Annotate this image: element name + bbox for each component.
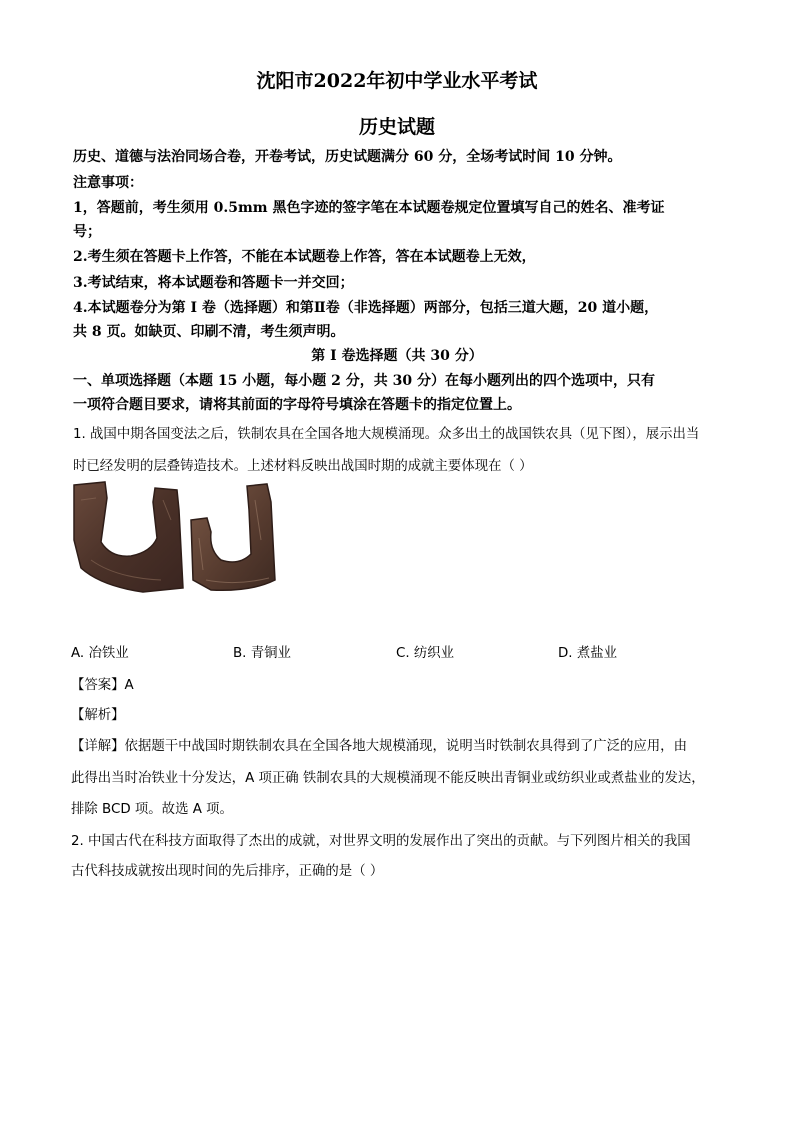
exam-subtitle: 历史试题 — [358, 116, 435, 138]
section-title: 第 I 卷选择题（共 30 分） — [311, 348, 483, 364]
q1-stem: 时已经发明的层叠铸造技术。上述材料反映出战国时期的成就主要体现在（ ） — [73, 459, 533, 474]
q1-option-b: B. 青铜业 — [233, 646, 291, 661]
q2-stem: 2. 中国古代在科技方面取得了杰出的成就，对世界文明的发展作出了突出的贡献。与下列图片相关的我国 — [71, 834, 691, 849]
note-line: 4.本试题卷分为第 I 卷（选择题）和第Ⅱ卷（非选择题）两部分，包括三道大题，20 道小题， — [73, 300, 659, 316]
section-instruction: 一、单项选择题（本题 15 小题，每小题 2 分，共 30 分）在每小题列出的四个选项中，只有 — [73, 373, 655, 389]
note-line: 2.考生须在答题卡上作答，不能在本试题卷上作答，答在本试题卷上无效， — [73, 249, 536, 265]
q1-analysis-heading: 【解析】 — [71, 708, 125, 723]
intro-text: 历史、道德与法治同场合卷，开卷考试，历史试题满分 60 分，全场考试时间 10 分钟。 — [73, 149, 622, 165]
iron-farming-tools-image — [71, 480, 286, 600]
q1-answer: 【答案】A — [71, 678, 134, 693]
q1-detail: 排除 BCD 项。故选 A 项。 — [71, 802, 233, 817]
q1-option-d: D. 煮盐业 — [558, 646, 617, 661]
q1-option-c: C. 纺织业 — [396, 646, 455, 661]
q2-stem: 古代科技成就按出现时间的先后排序，正确的是（ ） — [71, 864, 384, 879]
q1-stem: 1. 战国中期各国变法之后，铁制农具在全国各地大规模涌现。众多出土的战国铁农具（见下图），展示出当 — [73, 427, 700, 442]
section-instruction: 一项符合题目要求，请将其前面的字母符号填涂在答题卡的指定位置上。 — [73, 397, 521, 413]
exam-title: 沈阳市2022年初中学业水平考试 — [256, 70, 538, 92]
note-line: 3.考试结束，将本试题卷和答题卡一并交回； — [73, 275, 354, 291]
q1-option-a: A. 冶铁业 — [71, 646, 129, 661]
q1-detail: 【详解】依据题干中战国时期铁制农具在全国各地大规模涌现，说明当时铁制农具得到了广泛的应用，由 — [71, 739, 687, 754]
note-line: 共 8 页。如缺页、印刷不清，考生须声明。 — [73, 324, 345, 340]
note-line: 号； — [73, 224, 101, 240]
q1-detail: 此得出当时冶铁业十分发达，A 项正确 铁制农具的大规模涌现不能反映出青铜业或纺织业或煮盐业的发达， — [71, 771, 705, 786]
note-line: 1，答题前，考生须用 0.5mm 黑色字迹的签字笔在本试题卷规定位置填写自己的姓名、准考证 — [73, 200, 665, 216]
notes-heading: 注意事项： — [73, 175, 143, 191]
